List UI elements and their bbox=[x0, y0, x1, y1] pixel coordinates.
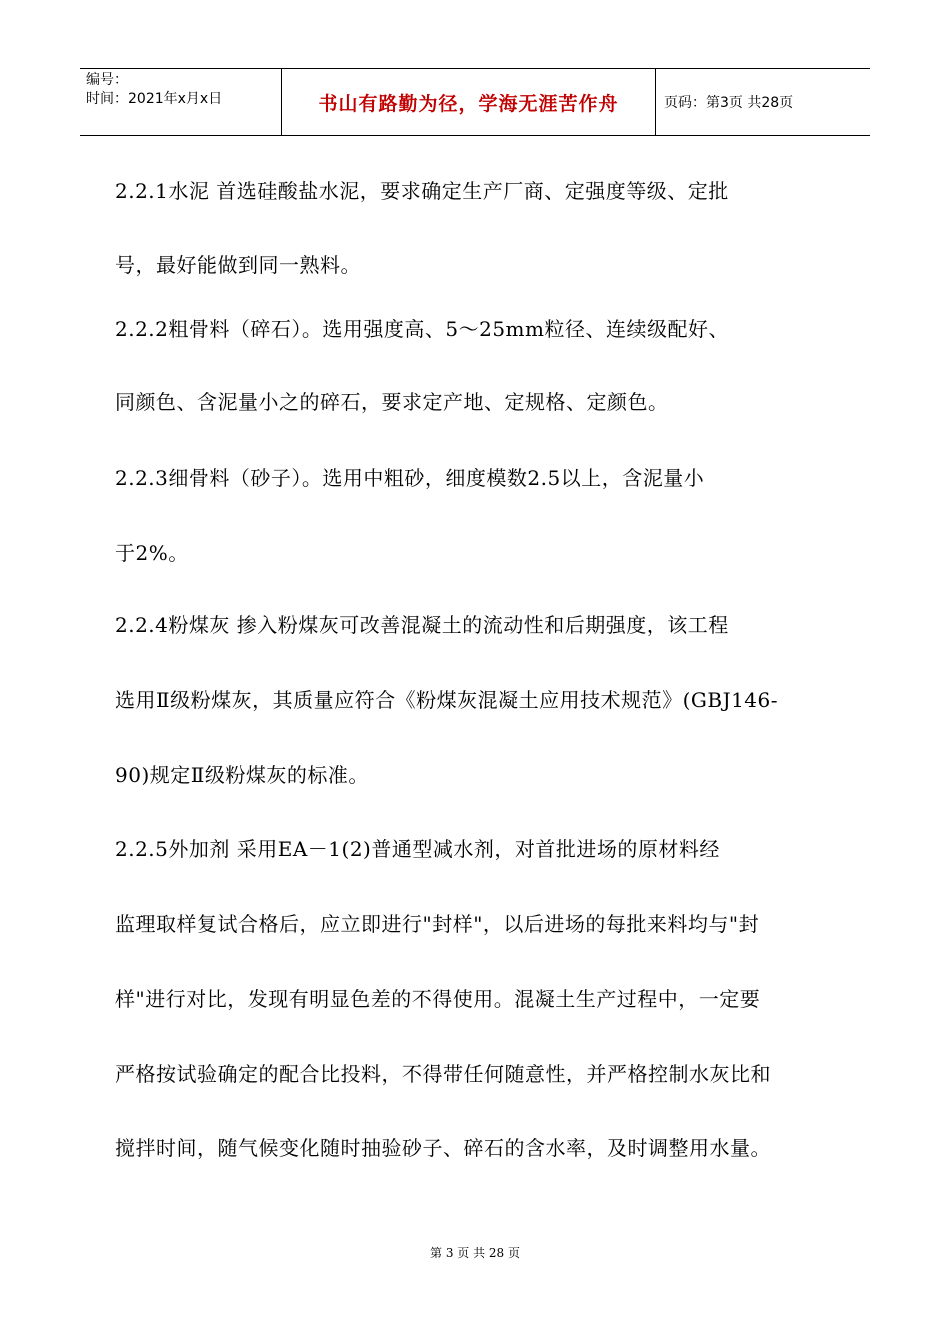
body-line: 2.2.5外加剂 采用EA－1(2)普通型减水剂，对首批进场的原材料经 bbox=[115, 837, 720, 861]
header-page-label: 页码：第3页 共28页 bbox=[664, 95, 794, 111]
body-line: 2.2.1水泥 首选硅酸盐水泥，要求确定生产厂商、定强度等级、定批 bbox=[115, 179, 729, 203]
header-meta bbox=[80, 69, 282, 135]
document-number-label: 编号： bbox=[86, 72, 128, 88]
body-line: 样"进行对比，发现有明显色差的不得使用。混凝土生产过程中，一定要 bbox=[115, 987, 761, 1011]
document-date-label: 时间：2021年x月x日 bbox=[86, 91, 223, 107]
body-line: 90)规定Ⅱ级粉煤灰的标准。 bbox=[115, 763, 369, 787]
body-line: 于2%。 bbox=[115, 541, 189, 565]
page-footer: 第 3 页 共 28 页 bbox=[430, 1246, 520, 1260]
page-header bbox=[80, 68, 870, 136]
body-line: 同颜色、含泥量小之的碎石，要求定产地、定规格、定颜色。 bbox=[115, 390, 669, 414]
body-line: 搅拌时间，随气候变化随时抽验砂子、碎石的含水率，及时调整用水量。 bbox=[115, 1136, 771, 1160]
body-line: 监理取样复试合格后，应立即进行"封样"，以后进场的每批来料均与"封 bbox=[115, 912, 760, 936]
header-motto: 书山有路勤为径，学海无涯苦作舟 bbox=[282, 69, 656, 135]
body-line: 2.2.4粉煤灰 掺入粉煤灰可改善混凝土的流动性和后期强度，该工程 bbox=[115, 613, 729, 637]
body-line: 2.2.3细骨料（砂子）。选用中粗砂，细度模数2.5以上，含泥量小 bbox=[115, 466, 705, 490]
body-line: 选用Ⅱ级粉煤灰，其质量应符合《粉煤灰混凝土应用技术规范》(GBJ146- bbox=[115, 688, 779, 712]
body-line: 号，最好能做到同一熟料。 bbox=[115, 253, 361, 277]
body-line: 2.2.2粗骨料（碎石）。选用强度高、5～25mm粒径、连续级配好、 bbox=[115, 317, 729, 341]
body-line: 严格按试验确定的配合比投料，不得带任何随意性，并严格控制水灰比和 bbox=[115, 1062, 771, 1086]
